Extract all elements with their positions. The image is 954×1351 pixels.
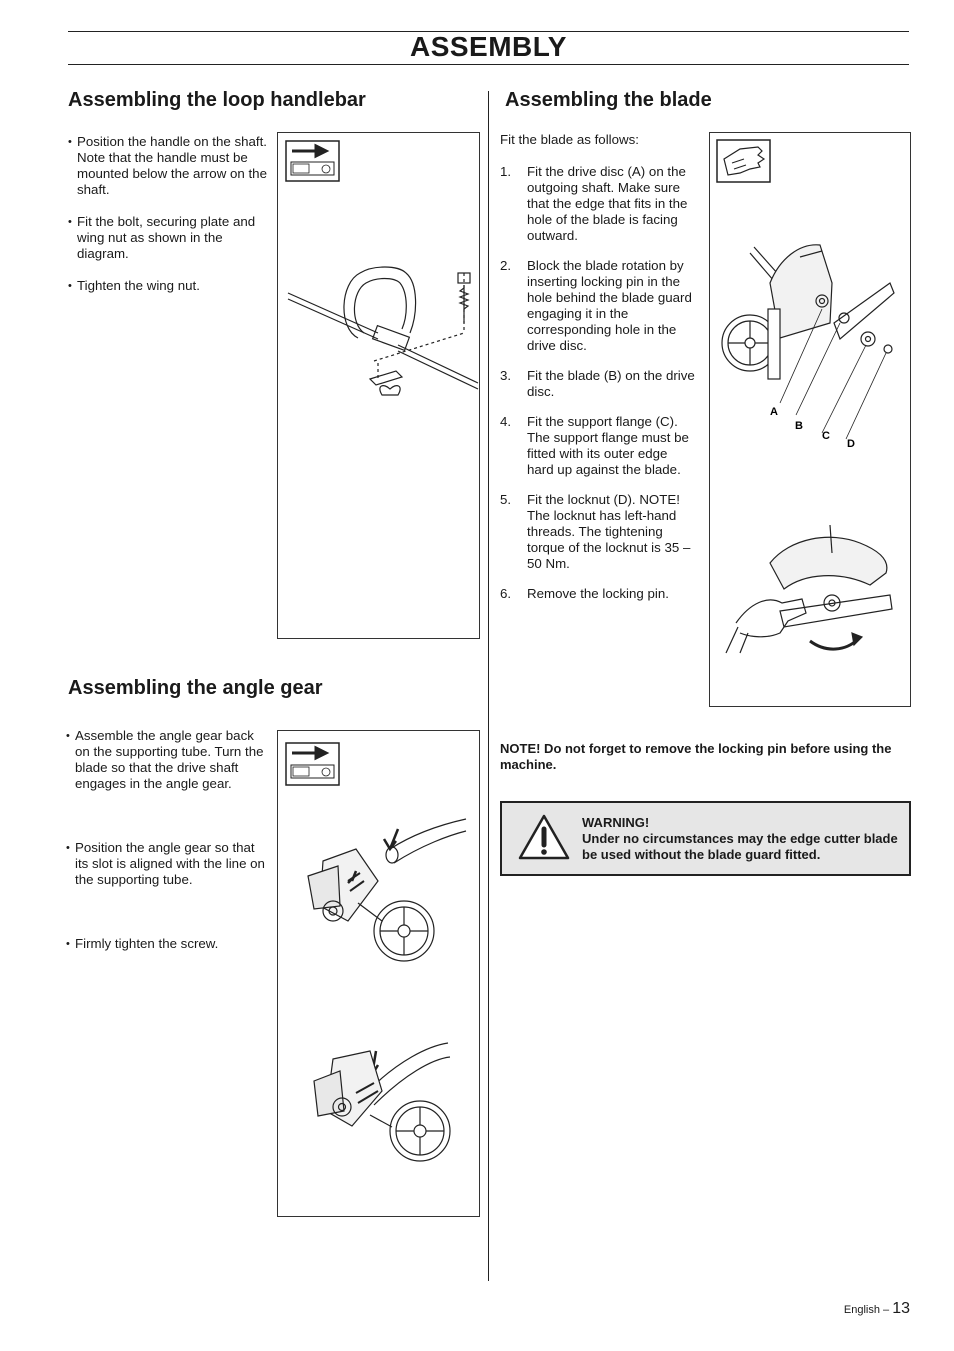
step-text: Block the blade rotation by inserting locking pin in the hole behind the blade guard engaging it in the corresponding hole in the drive disc.: [527, 258, 692, 353]
step-number: 5.: [500, 492, 512, 507]
blade-diagram: [709, 132, 911, 707]
handlebar-step: • Tighten the wing nut.: [68, 278, 268, 294]
part-label-a: A: [770, 406, 778, 418]
step-text: Fit the locknut (D). NOTE! The locknut has left-hand threads. The tightening torque of the locknut is 35 – 50 Nm.: [527, 492, 691, 571]
angle-gear-illustration-bottom: [314, 1043, 450, 1161]
column-divider: [488, 91, 489, 1281]
step-number: 2.: [500, 258, 512, 273]
blade-exploded-illustration: [722, 245, 894, 439]
handlebar-diagram: [277, 132, 480, 639]
angle-gear-instructions: [66, 728, 266, 952]
step-number: 3.: [500, 368, 512, 383]
locknut-tightening-illustration: [726, 525, 892, 653]
blade-step: [500, 414, 696, 478]
angle-gear-step: • Firmly tighten the screw.: [66, 936, 266, 952]
step-text: Fit the support flange (C). The support flange must be fitted with its outer edge hard up against the blade.: [527, 414, 689, 477]
handlebar-step: • Fit the bolt, securing plate and wing nut as shown in the diagram.: [68, 214, 268, 262]
part-label-d: D: [847, 438, 855, 450]
protective-glove-icon: [717, 140, 770, 182]
angle-gear-step: • Assemble the angle gear back on the supporting tube. Turn the blade so that the drive shaft engages in the angle gear.: [66, 728, 266, 792]
direction-arrow-icon: [286, 743, 339, 785]
handlebar-step: • Position the handle on the shaft. Note that the handle must be mounted below the arrow on the shaft.: [68, 134, 268, 198]
part-label-c: C: [822, 430, 830, 442]
angle-gear-diagram: [277, 730, 480, 1217]
warning-text-block: [582, 815, 909, 863]
step-number: 1.: [500, 164, 512, 179]
handlebar-instructions: [68, 134, 268, 294]
blade-step: [500, 164, 696, 244]
direction-arrow-icon: [286, 141, 339, 181]
footer-language: English: [843, 1304, 880, 1316]
step-text: Fit the blade (B) on the drive disc.: [527, 368, 695, 399]
step-text: Remove the locking pin.: [527, 586, 669, 601]
blade-intro: Fit the blade as follows:: [500, 132, 639, 147]
blade-steps: [500, 164, 696, 616]
step-number: 4.: [500, 414, 512, 429]
angle-gear-step: • Position the angle gear so that its slot is aligned with the line on the supporting tube.: [66, 840, 266, 888]
footer-separator: –: [879, 1304, 893, 1316]
blade-step: [500, 368, 696, 400]
warning-triangle-icon: [518, 813, 570, 861]
blade-step: [500, 586, 696, 602]
page-footer: [844, 1300, 910, 1318]
handlebar-heading: Assembling the loop handlebar: [68, 89, 366, 111]
title-rule: [68, 64, 909, 65]
blade-step: [500, 258, 696, 354]
page-number: 13: [892, 1300, 910, 1317]
locking-pin-note: NOTE! Do not forget to remove the locking pin before using the machine.: [500, 741, 892, 772]
loop-handle-illustration: [288, 267, 478, 395]
warning-message: Under no circumstances may the edge cutter blade be used without the blade guard fitted.: [582, 831, 898, 862]
page-title: ASSEMBLY: [409, 31, 567, 62]
warning-title: WARNING!: [582, 815, 650, 830]
angle-gear-illustration-top: [308, 819, 466, 961]
blade-step: [500, 492, 696, 572]
angle-gear-heading: Assembling the angle gear: [68, 677, 323, 699]
step-text: Fit the drive disc (A) on the outgoing shaft. Make sure that the edge that fits in the hole of the blade is facing outward.: [527, 164, 688, 243]
warning-box: [500, 801, 911, 876]
part-label-b: B: [795, 420, 803, 432]
step-number: 6.: [500, 586, 512, 601]
blade-heading: Assembling the blade: [505, 89, 712, 111]
